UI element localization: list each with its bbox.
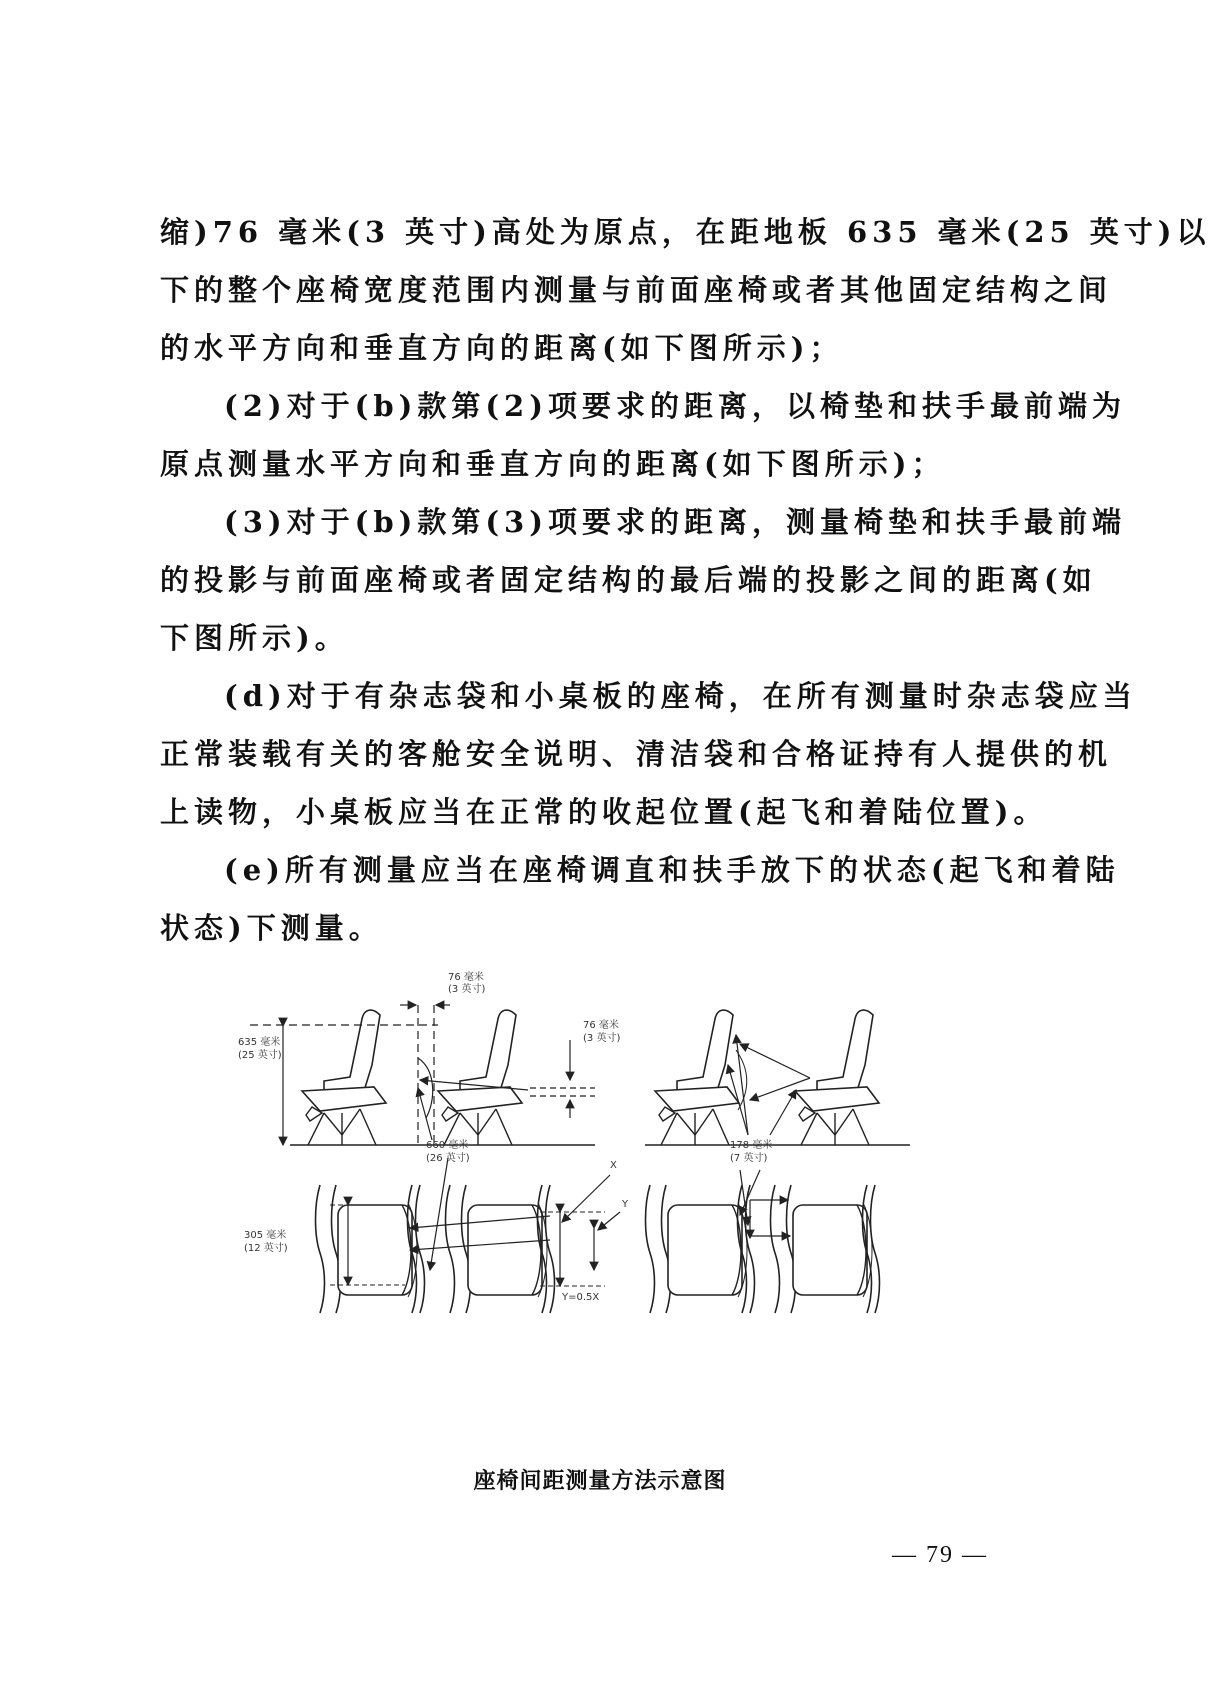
label-76mm-b: 76 毫米: [583, 1020, 619, 1031]
body-text: [160, 203, 1211, 957]
text-line: (d)对于有杂志袋和小桌板的座椅，在所有测量时杂志袋应当: [224, 679, 1137, 713]
text-line: 状态)下测量。: [160, 911, 383, 945]
text-line: 缩)76 毫米(3 英寸)高处为原点，在距地板 635 毫米(25 英寸)以: [160, 215, 1211, 249]
label-76mm: 76 毫米: [448, 972, 484, 983]
label-y: Y: [622, 1199, 629, 1210]
label-635mm: 635 毫米: [238, 1037, 281, 1048]
label-178mm-in: (7 英寸): [730, 1153, 768, 1164]
paragraph-5: [160, 841, 1120, 957]
text-line: (e)所有测量应当在座椅调直和扶手放下的状态(起飞和着陆: [224, 853, 1120, 887]
page-number: — 79 —: [892, 1542, 988, 1568]
label-formula: Y=0.5X: [562, 1292, 600, 1303]
label-178mm: 178 毫米: [730, 1140, 773, 1151]
paragraph-4: [160, 667, 1137, 841]
panel-side-view-1: [150, 1000, 595, 1145]
text-line: 的投影与前面座椅或者固定结构的最后端的投影之间的距离(如: [160, 563, 1097, 597]
text-line: 下的整个座椅宽度范围内测量与前面座椅或者其他固定结构之间: [160, 273, 1113, 307]
text-line: 原点测量水平方向和垂直方向的距离(如下图所示)；: [160, 447, 946, 481]
panel-side-view-2: [645, 1010, 910, 1145]
panel-top-view-1: [316, 1158, 621, 1313]
label-76mm-in: (3 英寸): [448, 984, 486, 995]
paragraph-2: [160, 377, 1126, 493]
label-305mm: 305 毫米: [244, 1230, 287, 1241]
panel-top-view-2: [646, 1170, 880, 1313]
text-line: (2)对于(b)款第(2)项要求的距离，以椅垫和扶手最前端为: [224, 389, 1126, 423]
label-x: X: [610, 1160, 617, 1171]
paragraph-3: [160, 493, 1126, 667]
figure-caption: 座椅间距测量方法示意图: [473, 1469, 727, 1494]
label-660mm: 660 毫米: [426, 1140, 469, 1151]
text-line: 上读物，小桌板应当在正常的收起位置(起飞和着陆位置)。: [160, 795, 1048, 829]
text-line: (3)对于(b)款第(3)项要求的距离，测量椅垫和扶手最前端: [224, 505, 1126, 539]
label-76mm-b-in: (3 英寸): [583, 1033, 621, 1044]
text-line: 下图所示)。: [160, 621, 349, 655]
label-635mm-in: (25 英寸): [238, 1050, 282, 1061]
label-660mm-in: (26 英寸): [426, 1153, 470, 1164]
text-line: 的水平方向和垂直方向的距离(如下图所示)；: [160, 331, 844, 365]
paragraph-1: [160, 203, 1211, 377]
text-line: 正常装载有关的客舱安全说明、清洁袋和合格证持有人提供的机: [160, 737, 1113, 771]
label-305mm-in: (12 英寸): [244, 1243, 288, 1254]
seat-pitch-diagram: [238, 972, 990, 1440]
